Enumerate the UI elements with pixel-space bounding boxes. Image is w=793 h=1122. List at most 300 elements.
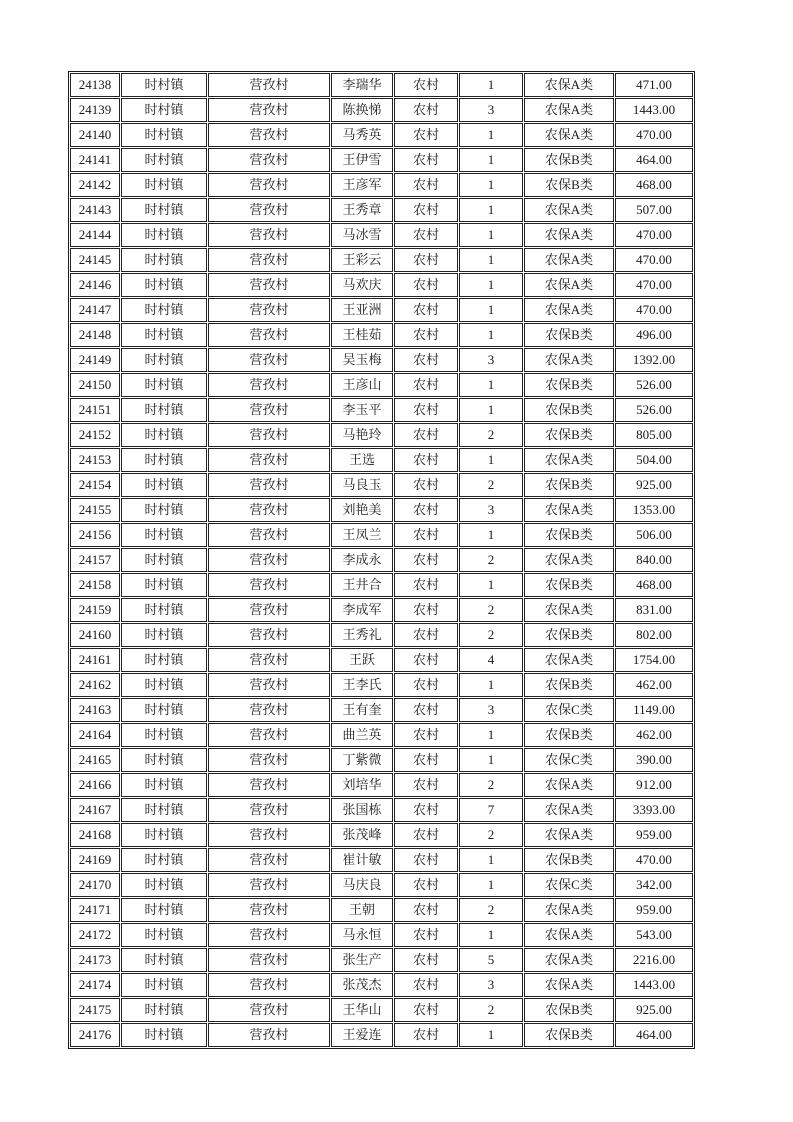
cell-town: 时村镇: [121, 923, 207, 947]
cell-amount: 470.00: [615, 248, 693, 272]
cell-count: 5: [459, 948, 523, 972]
cell-count: 2: [459, 423, 523, 447]
cell-name: 王选: [331, 448, 393, 472]
cell-village: 营孜村: [208, 473, 330, 497]
cell-amount: 912.00: [615, 773, 693, 797]
table-row: [70, 248, 693, 272]
cell-category: 农保A类: [524, 948, 614, 972]
cell-residence: 农村: [394, 773, 458, 797]
cell-id: 24157: [70, 548, 120, 572]
cell-count: 2: [459, 623, 523, 647]
cell-town: 时村镇: [121, 573, 207, 597]
cell-village: 营孜村: [208, 798, 330, 822]
cell-count: 4: [459, 648, 523, 672]
cell-category: 农保B类: [524, 173, 614, 197]
cell-town: 时村镇: [121, 73, 207, 97]
cell-village: 营孜村: [208, 648, 330, 672]
cell-town: 时村镇: [121, 998, 207, 1022]
table-row: [70, 648, 693, 672]
cell-residence: 农村: [394, 73, 458, 97]
cell-village: 营孜村: [208, 598, 330, 622]
cell-category: 农保B类: [524, 573, 614, 597]
cell-count: 3: [459, 498, 523, 522]
cell-residence: 农村: [394, 548, 458, 572]
cell-residence: 农村: [394, 798, 458, 822]
table-row: [70, 848, 693, 872]
cell-count: 1: [459, 848, 523, 872]
cell-id: 24175: [70, 998, 120, 1022]
cell-id: 24151: [70, 398, 120, 422]
cell-category: 农保A类: [524, 798, 614, 822]
cell-residence: 农村: [394, 948, 458, 972]
cell-village: 营孜村: [208, 673, 330, 697]
cell-amount: 342.00: [615, 873, 693, 897]
cell-residence: 农村: [394, 98, 458, 122]
cell-amount: 925.00: [615, 473, 693, 497]
cell-category: 农保B类: [524, 1023, 614, 1047]
cell-village: 营孜村: [208, 898, 330, 922]
table-row: [70, 548, 693, 572]
cell-name: 张国栋: [331, 798, 393, 822]
cell-amount: 1754.00: [615, 648, 693, 672]
cell-category: 农保A类: [524, 298, 614, 322]
cell-residence: 农村: [394, 298, 458, 322]
cell-village: 营孜村: [208, 223, 330, 247]
cell-residence: 农村: [394, 123, 458, 147]
cell-village: 营孜村: [208, 573, 330, 597]
cell-category: 农保B类: [524, 473, 614, 497]
table-row: [70, 348, 693, 372]
cell-village: 营孜村: [208, 373, 330, 397]
cell-name: 王李氏: [331, 673, 393, 697]
cell-village: 营孜村: [208, 448, 330, 472]
cell-name: 李玉平: [331, 398, 393, 422]
cell-name: 马永恒: [331, 923, 393, 947]
table-row: [70, 923, 693, 947]
cell-id: 24154: [70, 473, 120, 497]
cell-town: 时村镇: [121, 123, 207, 147]
cell-count: 3: [459, 698, 523, 722]
cell-residence: 农村: [394, 923, 458, 947]
cell-village: 营孜村: [208, 973, 330, 997]
cell-amount: 462.00: [615, 673, 693, 697]
cell-town: 时村镇: [121, 398, 207, 422]
table-row: [70, 298, 693, 322]
cell-village: 营孜村: [208, 848, 330, 872]
cell-category: 农保B类: [524, 148, 614, 172]
cell-name: 李成军: [331, 598, 393, 622]
cell-name: 马良玉: [331, 473, 393, 497]
cell-category: 农保C类: [524, 748, 614, 772]
cell-amount: 1392.00: [615, 348, 693, 372]
cell-residence: 农村: [394, 823, 458, 847]
cell-name: 张生产: [331, 948, 393, 972]
cell-count: 1: [459, 73, 523, 97]
cell-count: 1: [459, 223, 523, 247]
cell-town: 时村镇: [121, 973, 207, 997]
cell-amount: 470.00: [615, 298, 693, 322]
cell-amount: 496.00: [615, 323, 693, 347]
cell-town: 时村镇: [121, 898, 207, 922]
cell-amount: 1149.00: [615, 698, 693, 722]
cell-name: 张茂杰: [331, 973, 393, 997]
cell-town: 时村镇: [121, 373, 207, 397]
cell-residence: 农村: [394, 873, 458, 897]
cell-amount: 471.00: [615, 73, 693, 97]
cell-amount: 506.00: [615, 523, 693, 547]
cell-name: 王井合: [331, 573, 393, 597]
table-row: [70, 1023, 693, 1047]
cell-category: 农保A类: [524, 973, 614, 997]
cell-count: 1: [459, 198, 523, 222]
cell-town: 时村镇: [121, 548, 207, 572]
cell-name: 马艳玲: [331, 423, 393, 447]
table-row: [70, 223, 693, 247]
cell-town: 时村镇: [121, 723, 207, 747]
table-row: [70, 123, 693, 147]
cell-id: 24173: [70, 948, 120, 972]
cell-id: 24149: [70, 348, 120, 372]
cell-village: 营孜村: [208, 948, 330, 972]
cell-residence: 农村: [394, 848, 458, 872]
cell-count: 2: [459, 473, 523, 497]
cell-amount: 468.00: [615, 173, 693, 197]
cell-residence: 农村: [394, 1023, 458, 1047]
table-row: [70, 673, 693, 697]
cell-id: 24148: [70, 323, 120, 347]
cell-name: 王华山: [331, 998, 393, 1022]
cell-name: 王彩云: [331, 248, 393, 272]
cell-town: 时村镇: [121, 948, 207, 972]
cell-count: 1: [459, 173, 523, 197]
cell-category: 农保B类: [524, 373, 614, 397]
table-row: [70, 523, 693, 547]
cell-count: 1: [459, 323, 523, 347]
cell-id: 24161: [70, 648, 120, 672]
table-row: [70, 698, 693, 722]
cell-village: 营孜村: [208, 298, 330, 322]
cell-name: 王秀礼: [331, 623, 393, 647]
cell-count: 3: [459, 973, 523, 997]
cell-village: 营孜村: [208, 698, 330, 722]
cell-town: 时村镇: [121, 823, 207, 847]
table-row: [70, 273, 693, 297]
cell-name: 陈换悌: [331, 98, 393, 122]
cell-village: 营孜村: [208, 273, 330, 297]
cell-count: 1: [459, 523, 523, 547]
cell-town: 时村镇: [121, 98, 207, 122]
cell-amount: 464.00: [615, 1023, 693, 1047]
cell-category: 农保A类: [524, 598, 614, 622]
cell-village: 营孜村: [208, 73, 330, 97]
cell-town: 时村镇: [121, 523, 207, 547]
cell-town: 时村镇: [121, 598, 207, 622]
cell-village: 营孜村: [208, 623, 330, 647]
cell-residence: 农村: [394, 573, 458, 597]
cell-amount: 543.00: [615, 923, 693, 947]
cell-amount: 470.00: [615, 848, 693, 872]
table-row: [70, 998, 693, 1022]
cell-amount: 1353.00: [615, 498, 693, 522]
cell-residence: 农村: [394, 423, 458, 447]
cell-id: 24169: [70, 848, 120, 872]
cell-amount: 802.00: [615, 623, 693, 647]
cell-residence: 农村: [394, 473, 458, 497]
cell-name: 马秀英: [331, 123, 393, 147]
cell-count: 1: [459, 873, 523, 897]
cell-residence: 农村: [394, 198, 458, 222]
cell-category: 农保B类: [524, 998, 614, 1022]
cell-id: 24153: [70, 448, 120, 472]
cell-id: 24162: [70, 673, 120, 697]
cell-village: 营孜村: [208, 1023, 330, 1047]
cell-name: 张茂峰: [331, 823, 393, 847]
cell-village: 营孜村: [208, 348, 330, 372]
cell-town: 时村镇: [121, 473, 207, 497]
cell-town: 时村镇: [121, 748, 207, 772]
cell-residence: 农村: [394, 723, 458, 747]
cell-residence: 农村: [394, 223, 458, 247]
cell-amount: 925.00: [615, 998, 693, 1022]
cell-village: 营孜村: [208, 998, 330, 1022]
cell-count: 1: [459, 923, 523, 947]
cell-amount: 1443.00: [615, 973, 693, 997]
cell-residence: 农村: [394, 273, 458, 297]
cell-village: 营孜村: [208, 423, 330, 447]
cell-residence: 农村: [394, 498, 458, 522]
cell-name: 王秀章: [331, 198, 393, 222]
cell-category: 农保A类: [524, 98, 614, 122]
cell-count: 1: [459, 673, 523, 697]
cell-amount: 470.00: [615, 223, 693, 247]
table-row: [70, 98, 693, 122]
cell-name: 刘培华: [331, 773, 393, 797]
cell-residence: 农村: [394, 973, 458, 997]
cell-category: 农保A类: [524, 448, 614, 472]
cell-category: 农保B类: [524, 723, 614, 747]
cell-id: 24143: [70, 198, 120, 222]
table-row: [70, 773, 693, 797]
cell-count: 1: [459, 573, 523, 597]
cell-category: 农保A类: [524, 773, 614, 797]
cell-name: 王彦山: [331, 373, 393, 397]
table-row: [70, 198, 693, 222]
cell-amount: 805.00: [615, 423, 693, 447]
table-row: [70, 798, 693, 822]
cell-id: 24152: [70, 423, 120, 447]
cell-residence: 农村: [394, 998, 458, 1022]
cell-category: 农保B类: [524, 848, 614, 872]
table-row: [70, 573, 693, 597]
cell-village: 营孜村: [208, 773, 330, 797]
cell-id: 24159: [70, 598, 120, 622]
cell-count: 1: [459, 273, 523, 297]
cell-amount: 959.00: [615, 823, 693, 847]
cell-category: 农保A类: [524, 223, 614, 247]
cell-id: 24165: [70, 748, 120, 772]
cell-residence: 农村: [394, 248, 458, 272]
cell-town: 时村镇: [121, 198, 207, 222]
cell-count: 3: [459, 98, 523, 122]
cell-category: 农保A类: [524, 648, 614, 672]
cell-residence: 农村: [394, 523, 458, 547]
cell-amount: 526.00: [615, 398, 693, 422]
cell-id: 24168: [70, 823, 120, 847]
table-row: [70, 623, 693, 647]
cell-name: 马冰雪: [331, 223, 393, 247]
cell-residence: 农村: [394, 748, 458, 772]
cell-name: 王伊雪: [331, 148, 393, 172]
cell-town: 时村镇: [121, 423, 207, 447]
cell-amount: 526.00: [615, 373, 693, 397]
cell-village: 营孜村: [208, 523, 330, 547]
cell-category: 农保C类: [524, 698, 614, 722]
cell-name: 马欢庆: [331, 273, 393, 297]
cell-category: 农保A类: [524, 548, 614, 572]
cell-id: 24140: [70, 123, 120, 147]
cell-amount: 831.00: [615, 598, 693, 622]
cell-village: 营孜村: [208, 823, 330, 847]
cell-residence: 农村: [394, 673, 458, 697]
cell-village: 营孜村: [208, 198, 330, 222]
table-row: [70, 423, 693, 447]
cell-amount: 840.00: [615, 548, 693, 572]
cell-id: 24145: [70, 248, 120, 272]
cell-count: 1: [459, 398, 523, 422]
table-row: [70, 498, 693, 522]
cell-town: 时村镇: [121, 698, 207, 722]
cell-town: 时村镇: [121, 848, 207, 872]
table-row: [70, 398, 693, 422]
cell-amount: 464.00: [615, 148, 693, 172]
table-row: [70, 948, 693, 972]
cell-town: 时村镇: [121, 498, 207, 522]
cell-name: 马庆良: [331, 873, 393, 897]
cell-name: 王凤兰: [331, 523, 393, 547]
cell-amount: 390.00: [615, 748, 693, 772]
cell-village: 营孜村: [208, 248, 330, 272]
cell-count: 2: [459, 998, 523, 1022]
cell-name: 王彦军: [331, 173, 393, 197]
cell-count: 1: [459, 298, 523, 322]
cell-amount: 1443.00: [615, 98, 693, 122]
cell-id: 24141: [70, 148, 120, 172]
cell-name: 丁紫微: [331, 748, 393, 772]
cell-town: 时村镇: [121, 648, 207, 672]
cell-residence: 农村: [394, 323, 458, 347]
cell-residence: 农村: [394, 448, 458, 472]
cell-count: 2: [459, 823, 523, 847]
cell-count: 1: [459, 373, 523, 397]
table-row: [70, 748, 693, 772]
table-row: [70, 973, 693, 997]
cell-count: 1: [459, 123, 523, 147]
cell-amount: 507.00: [615, 198, 693, 222]
cell-id: 24164: [70, 723, 120, 747]
cell-id: 24160: [70, 623, 120, 647]
cell-id: 24172: [70, 923, 120, 947]
cell-residence: 农村: [394, 598, 458, 622]
table-row: [70, 323, 693, 347]
cell-id: 24138: [70, 73, 120, 97]
cell-residence: 农村: [394, 698, 458, 722]
cell-count: 2: [459, 598, 523, 622]
table-row: [70, 873, 693, 897]
cell-name: 王爱连: [331, 1023, 393, 1047]
cell-category: 农保A类: [524, 923, 614, 947]
cell-id: 24170: [70, 873, 120, 897]
cell-amount: 470.00: [615, 273, 693, 297]
cell-name: 王桂茹: [331, 323, 393, 347]
cell-count: 1: [459, 748, 523, 772]
subsidy-roster-table: [68, 71, 695, 1049]
cell-town: 时村镇: [121, 448, 207, 472]
cell-residence: 农村: [394, 348, 458, 372]
cell-town: 时村镇: [121, 773, 207, 797]
cell-id: 24174: [70, 973, 120, 997]
cell-name: 曲兰英: [331, 723, 393, 747]
cell-id: 24171: [70, 898, 120, 922]
cell-id: 24142: [70, 173, 120, 197]
cell-name: 李成永: [331, 548, 393, 572]
cell-count: 1: [459, 148, 523, 172]
table-body: [70, 73, 693, 1047]
table-row: [70, 373, 693, 397]
cell-town: 时村镇: [121, 798, 207, 822]
cell-village: 营孜村: [208, 873, 330, 897]
cell-amount: 504.00: [615, 448, 693, 472]
cell-residence: 农村: [394, 173, 458, 197]
cell-residence: 农村: [394, 648, 458, 672]
cell-category: 农保A类: [524, 123, 614, 147]
cell-town: 时村镇: [121, 273, 207, 297]
cell-name: 崔计敏: [331, 848, 393, 872]
table-row: [70, 723, 693, 747]
cell-category: 农保C类: [524, 873, 614, 897]
cell-village: 营孜村: [208, 148, 330, 172]
table-row: [70, 823, 693, 847]
table-row: [70, 473, 693, 497]
cell-amount: 462.00: [615, 723, 693, 747]
cell-count: 2: [459, 773, 523, 797]
cell-category: 农保A类: [524, 348, 614, 372]
cell-town: 时村镇: [121, 173, 207, 197]
table-row: [70, 898, 693, 922]
cell-town: 时村镇: [121, 623, 207, 647]
cell-amount: 3393.00: [615, 798, 693, 822]
cell-count: 1: [459, 248, 523, 272]
cell-village: 营孜村: [208, 98, 330, 122]
cell-id: 24139: [70, 98, 120, 122]
table-row: [70, 598, 693, 622]
table-row: [70, 73, 693, 97]
cell-town: 时村镇: [121, 1023, 207, 1047]
cell-town: 时村镇: [121, 298, 207, 322]
cell-town: 时村镇: [121, 673, 207, 697]
cell-id: 24176: [70, 1023, 120, 1047]
cell-category: 农保A类: [524, 898, 614, 922]
cell-residence: 农村: [394, 398, 458, 422]
cell-id: 24147: [70, 298, 120, 322]
cell-count: 1: [459, 1023, 523, 1047]
cell-name: 王跃: [331, 648, 393, 672]
cell-village: 营孜村: [208, 398, 330, 422]
cell-town: 时村镇: [121, 148, 207, 172]
cell-category: 农保B类: [524, 673, 614, 697]
cell-name: 李瑞华: [331, 73, 393, 97]
cell-count: 2: [459, 898, 523, 922]
cell-village: 营孜村: [208, 498, 330, 522]
